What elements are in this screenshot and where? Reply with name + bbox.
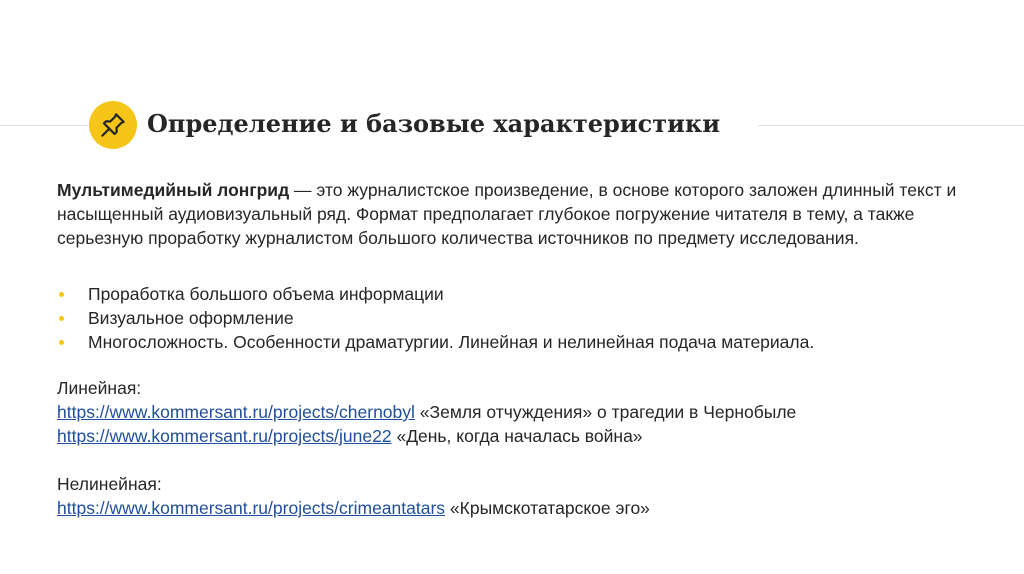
nonlinear-heading: Нелинейная: (57, 474, 162, 494)
definition-text: — это журналистское произведение, в основе которого заложен длинный текст и насыщенный аудиовизуальный ряд. Формат предполагает глубокое погружение читателя в тему, а также серьезную проработку журналистом большого количества источников по предмету исследования. (57, 180, 957, 248)
slide-content (57, 178, 1007, 520)
list-item (57, 306, 1007, 330)
list-item-text: Визуальное оформление (88, 308, 294, 328)
definition-term: Мультимедийный лонгрид (57, 180, 290, 200)
list-item-text: Проработка большого объема информации (88, 284, 444, 304)
list-item (57, 330, 1007, 354)
list-item-text: Многосложность. Особенности драматургии. Линейная и нелинейная подача материала. (88, 332, 815, 352)
pushpin-icon (89, 101, 137, 149)
pushpin-glyph (98, 110, 128, 140)
title-divider-right (758, 125, 1024, 126)
definition-paragraph (57, 178, 992, 250)
example-row (57, 424, 1007, 448)
crimeantatars-link[interactable]: https://www.kommersant.ru/projects/crimeantatars (57, 498, 446, 518)
example-row (57, 496, 1007, 520)
bullet-dot-icon (59, 340, 64, 345)
linear-examples (57, 376, 1007, 448)
chernobyl-link[interactable]: https://www.kommersant.ru/projects/chernobyl (57, 402, 415, 422)
june22-link[interactable]: https://www.kommersant.ru/projects/june22 (57, 426, 392, 446)
linear-heading: Линейная: (57, 378, 142, 398)
example-caption: «День, когда началась война» (391, 426, 643, 446)
slide-title: Определение и базовые характеристики (147, 109, 721, 138)
list-item (57, 282, 1007, 306)
example-caption: «Крымскотатарское эго» (445, 498, 650, 518)
example-row (57, 400, 1007, 424)
nonlinear-examples (57, 472, 1007, 520)
title-divider-left (0, 125, 90, 126)
example-caption: «Земля отчуждения» о трагедии в Чернобыле (414, 402, 797, 422)
characteristics-list (57, 282, 1007, 354)
bullet-dot-icon (59, 316, 64, 321)
bullet-dot-icon (59, 292, 64, 297)
